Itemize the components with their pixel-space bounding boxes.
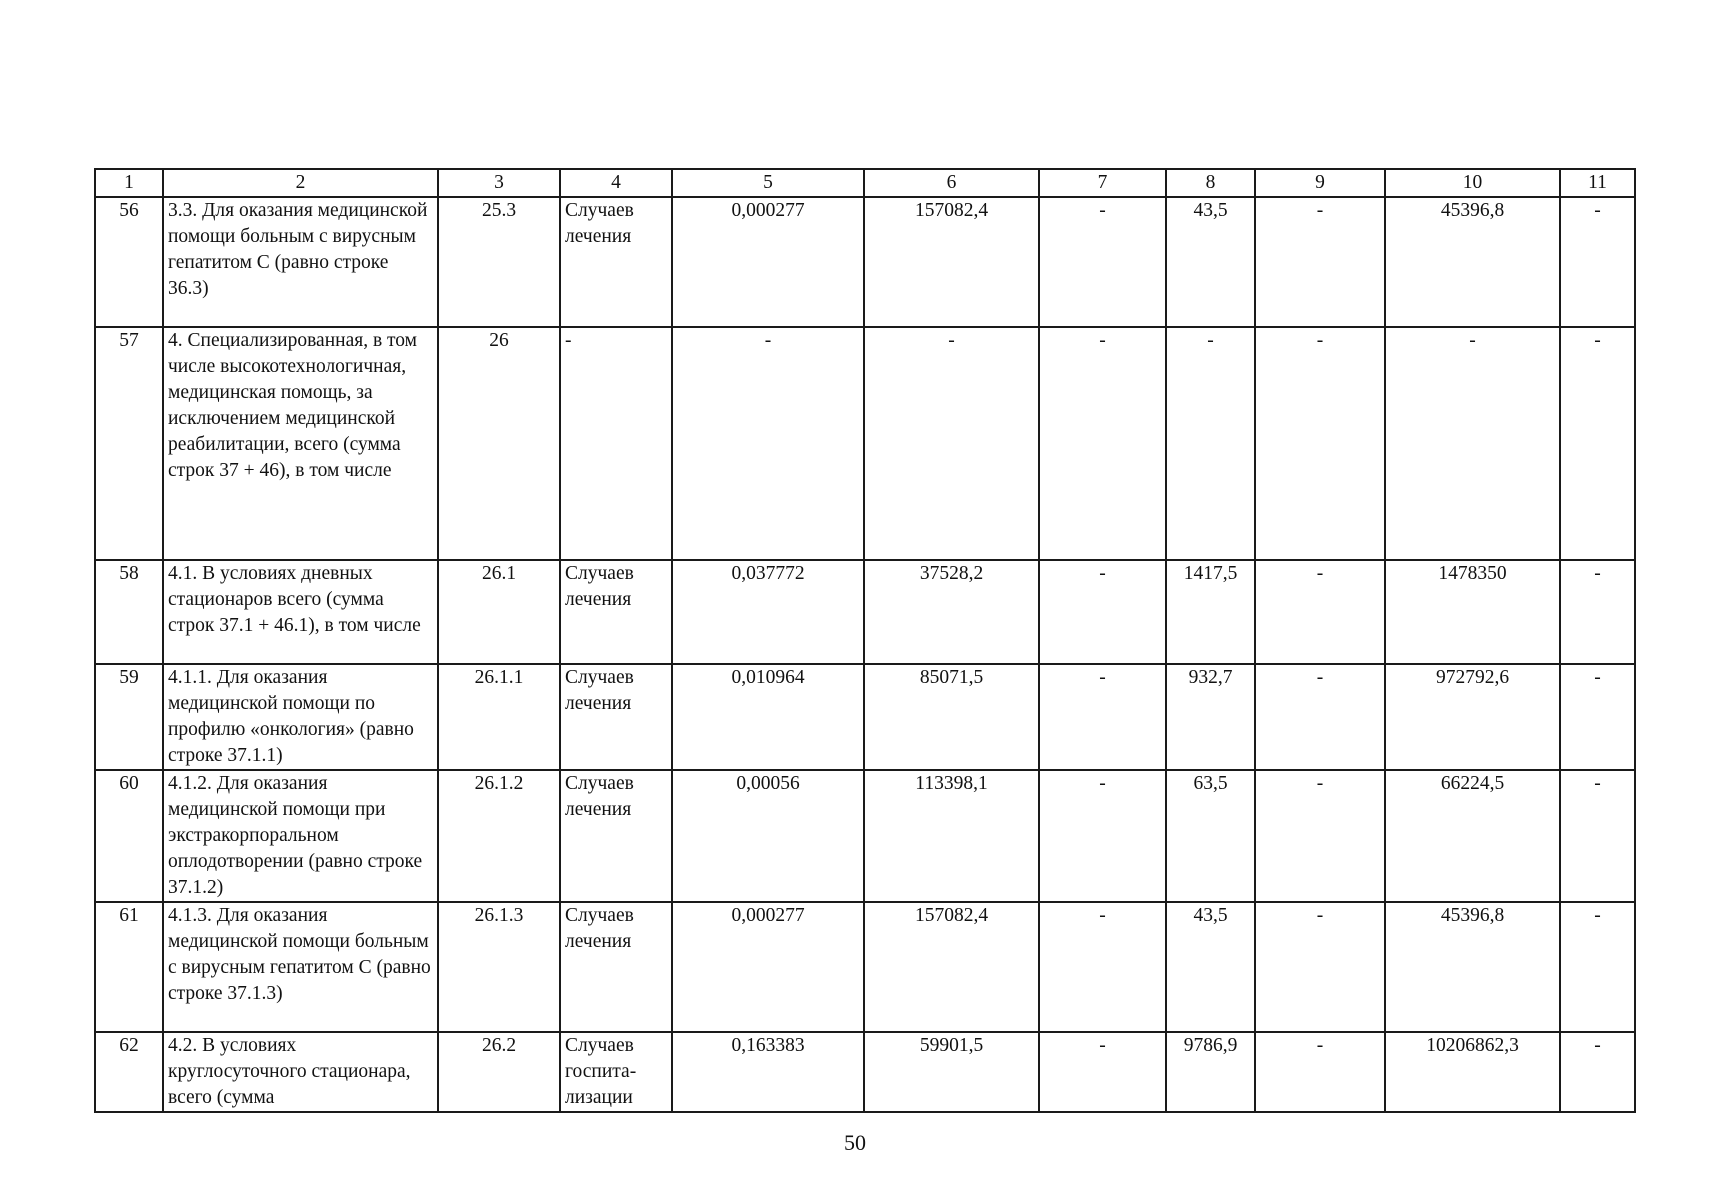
- value-cell-8: -: [1166, 327, 1255, 560]
- value-cell-9: -: [1255, 664, 1385, 770]
- indicator-name-cell: 4.2. В условиях круглосуточного стационара, всего (сумма: [163, 1032, 438, 1112]
- value-cell-5: 0,00056: [672, 770, 864, 902]
- value-cell-10: 45396,8: [1385, 197, 1560, 327]
- header-cell: 10: [1385, 169, 1560, 197]
- value-cell-11: -: [1560, 664, 1635, 770]
- table-row: [95, 197, 1635, 327]
- value-cell-9: -: [1255, 902, 1385, 1032]
- value-cell-8: 63,5: [1166, 770, 1255, 902]
- unit-cell: Случаев лечения: [560, 770, 672, 902]
- value-cell-8: 43,5: [1166, 197, 1255, 327]
- value-cell-7: -: [1039, 327, 1166, 560]
- value-cell-11: -: [1560, 327, 1635, 560]
- value-cell-9: -: [1255, 327, 1385, 560]
- value-cell-6: 85071,5: [864, 664, 1039, 770]
- row-number-cell: 57: [95, 327, 163, 560]
- unit-cell: Случаев лечения: [560, 664, 672, 770]
- unit-cell: -: [560, 327, 672, 560]
- value-cell-9: -: [1255, 560, 1385, 664]
- value-cell-8: 1417,5: [1166, 560, 1255, 664]
- line-number-cell: 26.2: [438, 1032, 560, 1112]
- row-number-cell: 61: [95, 902, 163, 1032]
- value-cell-11: -: [1560, 770, 1635, 902]
- value-cell-5: 0,010964: [672, 664, 864, 770]
- table-row: [95, 1032, 1635, 1112]
- value-cell-5: 0,000277: [672, 197, 864, 327]
- value-cell-11: -: [1560, 197, 1635, 327]
- value-cell-5: 0,000277: [672, 902, 864, 1032]
- header-cell: 11: [1560, 169, 1635, 197]
- data-table: [94, 168, 1636, 1113]
- row-number-cell: 62: [95, 1032, 163, 1112]
- unit-cell: Случаев лечения: [560, 560, 672, 664]
- value-cell-8: 43,5: [1166, 902, 1255, 1032]
- indicator-name-cell: 4. Специализированная, в том числе высокотехнологичная, медицинская помощь, за исключением медицинской реабилитации, всего (сумма строк 37 + 46), в том числе: [163, 327, 438, 560]
- indicator-name-cell: 4.1.1. Для оказания медицинской помощи по профилю «онкология» (равно строке 37.1.1): [163, 664, 438, 770]
- value-cell-10: 45396,8: [1385, 902, 1560, 1032]
- value-cell-9: -: [1255, 770, 1385, 902]
- value-cell-5: 0,163383: [672, 1032, 864, 1112]
- indicator-name-cell: 4.1.2. Для оказания медицинской помощи при экстракорпоральном оплодотворении (равно строке 37.1.2): [163, 770, 438, 902]
- value-cell-5: 0,037772: [672, 560, 864, 664]
- value-cell-8: 932,7: [1166, 664, 1255, 770]
- row-number-cell: 58: [95, 560, 163, 664]
- value-cell-10: 1478350: [1385, 560, 1560, 664]
- value-cell-10: 10206862,3: [1385, 1032, 1560, 1112]
- value-cell-9: -: [1255, 197, 1385, 327]
- header-cell: 2: [163, 169, 438, 197]
- value-cell-7: -: [1039, 902, 1166, 1032]
- value-cell-7: -: [1039, 197, 1166, 327]
- table-row: [95, 327, 1635, 560]
- value-cell-7: -: [1039, 1032, 1166, 1112]
- row-number-cell: 59: [95, 664, 163, 770]
- line-number-cell: 26.1: [438, 560, 560, 664]
- value-cell-6: 59901,5: [864, 1032, 1039, 1112]
- value-cell-6: -: [864, 327, 1039, 560]
- header-cell: 4: [560, 169, 672, 197]
- value-cell-10: -: [1385, 327, 1560, 560]
- header-cell: 6: [864, 169, 1039, 197]
- value-cell-11: -: [1560, 560, 1635, 664]
- row-number-cell: 60: [95, 770, 163, 902]
- line-number-cell: 25.3: [438, 197, 560, 327]
- value-cell-7: -: [1039, 770, 1166, 902]
- value-cell-10: 972792,6: [1385, 664, 1560, 770]
- unit-cell: Случаев лечения: [560, 902, 672, 1032]
- value-cell-9: -: [1255, 1032, 1385, 1112]
- value-cell-11: -: [1560, 902, 1635, 1032]
- header-cell: 5: [672, 169, 864, 197]
- line-number-cell: 26.1.1: [438, 664, 560, 770]
- line-number-cell: 26.1.3: [438, 902, 560, 1032]
- value-cell-7: -: [1039, 560, 1166, 664]
- value-cell-6: 157082,4: [864, 197, 1039, 327]
- line-number-cell: 26: [438, 327, 560, 560]
- indicator-name-cell: 3.3. Для оказания медицинской помощи больным с вирусным гепатитом С (равно строке 36.3): [163, 197, 438, 327]
- table-row: [95, 770, 1635, 902]
- value-cell-6: 157082,4: [864, 902, 1039, 1032]
- header-cell: 3: [438, 169, 560, 197]
- value-cell-7: -: [1039, 664, 1166, 770]
- table-row: [95, 902, 1635, 1032]
- value-cell-5: -: [672, 327, 864, 560]
- unit-cell: Случаев госпита-лизации: [560, 1032, 672, 1112]
- header-cell: 8: [1166, 169, 1255, 197]
- value-cell-8: 9786,9: [1166, 1032, 1255, 1112]
- header-cell: 7: [1039, 169, 1166, 197]
- value-cell-6: 113398,1: [864, 770, 1039, 902]
- value-cell-6: 37528,2: [864, 560, 1039, 664]
- page-number: 50: [844, 1130, 866, 1155]
- indicator-name-cell: 4.1. В условиях дневных стационаров всего (сумма строк 37.1 + 46.1), в том числе: [163, 560, 438, 664]
- indicator-name-cell: 4.1.3. Для оказания медицинской помощи больным с вирусным гепатитом С (равно строке 37.1.3): [163, 902, 438, 1032]
- table-header-row: [95, 169, 1635, 197]
- line-number-cell: 26.1.2: [438, 770, 560, 902]
- table-row: [95, 664, 1635, 770]
- value-cell-10: 66224,5: [1385, 770, 1560, 902]
- row-number-cell: 56: [95, 197, 163, 327]
- header-cell: 1: [95, 169, 163, 197]
- table-row: [95, 560, 1635, 664]
- header-cell: 9: [1255, 169, 1385, 197]
- unit-cell: Случаев лечения: [560, 197, 672, 327]
- value-cell-11: -: [1560, 1032, 1635, 1112]
